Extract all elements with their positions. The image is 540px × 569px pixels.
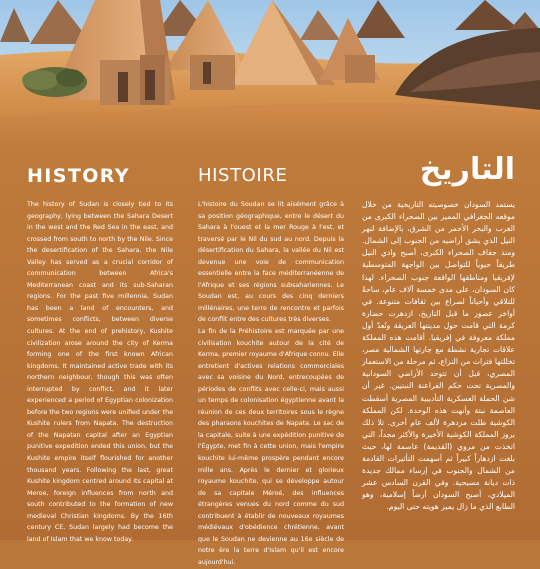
english-paragraph: The history of Sudan is closely tied to its geography, lying between the Sahara Desert in the west and the Red Sea in the east, and crossed from south to north by the Nile. Since the desertification of the Sahara, the Nile Valley has served as a crucial corridor of communication between Africa's Mediterranean coast and its sub-Saharan regions. For the past five millennia, Sudan has been a land of encounters, and sometimes conflicts, between diverse cultures. At the end of prehistory, Kushite civilization arose around the city of Kerma forming one of the first known African kingdoms. It maintained active trade with its northern neighbour, though this was often interrupted by conflict, and it later experienced a period of Egyptian colonization before the two regions were unified under the Kushite rulers from Napata. The destruction of the Napatan capital after an Egyptian punitive expedition ended this union, but the Kushite empire itself flourished for another thousand years. Following the last, great Kushite kingdom centred around its capital at Meroe, foreign influences from north and south contributed to the formation of new medieval Christian kingdoms. By the 16th century CE, Sudan largely had become the land of Islam that we know today. <box>27 201 173 543</box>
english-body <box>27 199 173 545</box>
english-heading: HISTORY <box>27 165 130 187</box>
text-panel <box>0 150 540 566</box>
arabic-heading: التاريخ <box>419 152 515 187</box>
banner-photo <box>0 0 540 150</box>
arabic-body <box>362 199 515 513</box>
french-body <box>198 199 344 569</box>
french-paragraph-2: La fin de la Préhistoire est marquée par une civilisation kouchite autour de la cité de Kerma, premier royaume d'Afrique connu. Elle entretient d'actives relations commerciales avec sa voisine du Nord, entrecoupées de périodes de conflits avec celle-ci, mais aussi un temps de colonisation égyptienne avant la réunion de ces deux territoires sous le règne des pharaons kouchites de Napata. Le sac de la capitale, suite à une expédition punitive de l'Égypte, met fin à cette union, mais l'empire kouchite lui-même prospère pendant encore mille ans. Après le dernier et glorieux royaume kouchite, qui se développe autour de sa capitale Méroé, des influences étrangères venues du nord comme du sud contribuent à établir de nouveaux royaumes médiévaux d'obédience chrétienne, avant que le Soudan ne devienne au 16e siècle de notre ère la terre d'Islam qu'il est encore aujourd'hui. <box>198 328 344 566</box>
arabic-paragraph: يستمد السودان خصوصيته التاريخية من خلال موقعه الجغرافي المميز بين الصحراء الكبرى من الغرب والبحر الأحمر من الشرق، بالإضافة لنهر النيل الذي يشق أراضيه من الجنوب إلى الشمال. ومنذ جفاف الصحراء الكبرى، أصبح وادي النيل طريقاً حيوياً للتواصل بين الواجهة المتوسطية لإفريقيا ومناطقها الواقعة جنوب الصحراء. لهذا كان السودان، على مدى خمسة آلاف عام، ساحةً للتلاقي وأحياناً لصراع بين ثقافات متنوعة. في أواخر عصور ما قبل التاريخ، ازدهرت حضارة كرمة التي قامت حول مدينتها العريقة وتُعدّ أول مملكة معروفة في إفريقيا. أقامت هذه المملكة علاقات تجارية نشطة مع جارتها الشمالية مصر، تخللتها فترات من النزاع، ثم مرحلة من الاستعمار المصري، قبل أن تتوحد الأراضي السودانية والمصرية تحت حكم الفراعنة النبتيين. غير أن شن الحملة العسكرية التأديبية المصرية أسقطت العاصمة نبتة وأنهت هذه الوحدة. لكن المملكة الكوشية ظلت مزدهرة لألف عام أخرى. تلا ذلك بروز المملكة الكوشية الأخيرة والأكثر مجداً، التي اتخذت من مروي (القديمة) عاصمة لها، حيث بلغت ازدهاراً كبيراً ثم أسهمت التأثيرات القادمة من الشمال والجنوب في إرساء ممالك جديدة ذات ديانة مسيحية. وفي القرن السادس عشر الميلادي، أصبح السودان أرضاً إسلامية، وهو الطابع الذي ما زال يميز هويته حتى اليوم. <box>362 200 515 512</box>
french-heading: HISTOIRE <box>198 165 288 186</box>
meroe-pyramids-photo <box>0 0 540 150</box>
french-paragraph-1: L'histoire du Soudan se lit aisément grâce à sa position géographique, entre le désert du Sahara à l'ouest et la mer Rouge à l'est, et traversé par le Nil du sud au nord. Depuis la désertification du Sahara, la vallée du Nil est devenue une voie de communication essentielle entre la face méditerranéenne de l'Afrique et ses régions subsahariennes. Le Soudan est, au cours des cinq derniers millénaires, une terre de rencontre et parfois de conflit entre des cultures très diverses. <box>198 201 344 324</box>
